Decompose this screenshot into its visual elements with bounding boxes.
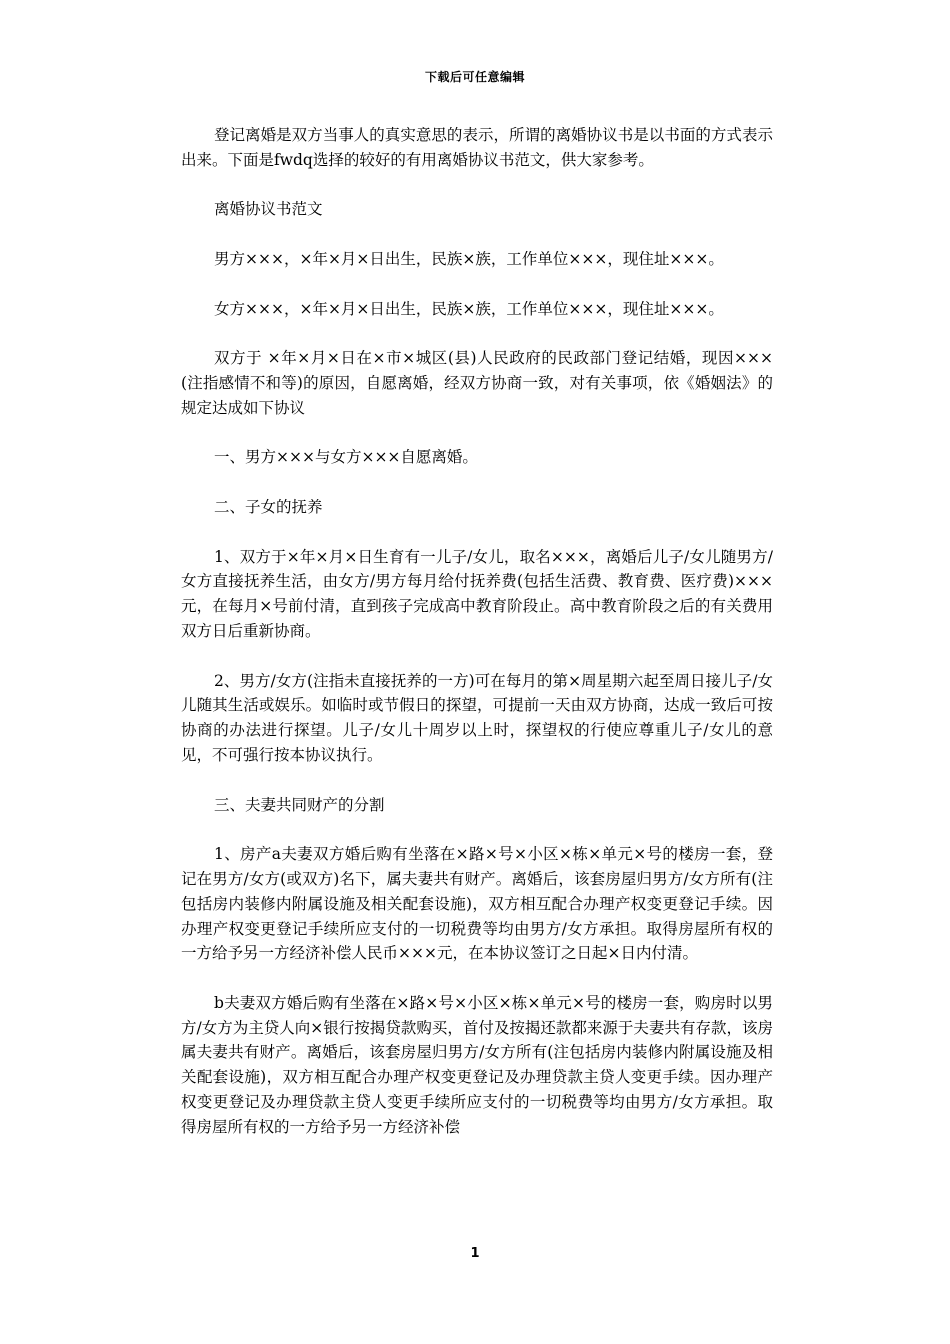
- female-party-paragraph: 女方×××，×年×月×日出生，民族×族，工作单位×××，现住址×××。: [214, 299, 724, 318]
- marriage-background-paragraph: 双方于 ×年×月×日在×市×城区(县)人民政府的民政部门登记结婚，现因×××(注指感情不和等)的原因，自愿离婚，经双方协商一致，对有关事项，依《婚姻法》的规定达成如下协议: [181, 349, 773, 417]
- clause-1-heading: 一、男方×××与女方×××自愿离婚。: [214, 448, 478, 467]
- visitation-paragraph: 2、男方/女方(注指未直接抚养的一方)可在每月的第×周星期六起至周日接儿子/女儿随其生活或娱乐。如临时或节假日的探望，可提前一天由双方协商，达成一致后可按协商的办法进行探望。儿子/女儿十周岁以上时，探望权的行使应尊重儿子/女儿的意见，不可强行按本协议执行。: [181, 671, 773, 764]
- child-custody-paragraph: 1、双方于×年×月×日生育有一儿子/女儿，取名×××，离婚后儿子/女儿随男方/女方直接抚养生活，由女方/男方每月给付抚养费(包括生活费、教育费、医疗费)×××元，在每月×号前付清，直到孩子完成高中教育阶段止。高中教育阶段之后的有关费用双方日后重新协商。: [181, 547, 773, 640]
- page-number: 1: [470, 1246, 480, 1261]
- male-party-paragraph: 男方×××，×年×月×日出生，民族×族，工作单位×××，现住址×××。: [214, 249, 724, 268]
- intro-paragraph: 登记离婚是双方当事人的真实意思的表示，所谓的离婚协议书是以书面的方式表示出来。下面是fwdq选择的较好的有用离婚协议书范文，供大家参考。: [181, 126, 773, 169]
- property-b-paragraph: b夫妻双方婚后购有坐落在×路×号×小区×栋×单元×号的楼房一套，购房时以男方/女方为主贷人向×银行按揭贷款购买，首付及按揭还款都来源于夫妻共有存款，该房属夫妻共有财产。离婚后，该套房屋归男方/女方所有(注包括房内装修内附属设施及相关配套设施)，双方相互配合办理产权变更登记及办理贷款主贷人变更手续。因办理产权变更登记及办理贷款主贷人变更手续所应支付的一切税费等均由男方/女方承担。取得房屋所有权的一方给予另一方经济补偿: [181, 993, 773, 1136]
- document-title: 离婚协议书范文: [214, 200, 323, 219]
- property-a-paragraph: 1、房产a夫妻双方婚后购有坐落在×路×号×小区×栋×单元×号的楼房一套，登记在男方/女方(或双方)名下，属夫妻共有财产。离婚后，该套房屋归男方/女方所有(注包括房内装修内附属设施及相关配套设施)，双方相互配合办理产权变更登记手续。因办理产权变更登记手续所应支付的一切税费等均由男方/女方承担。取得房屋所有权的一方给予另一方经济补偿人民币×××元，在本协议签订之日起×日内付清。: [181, 845, 773, 963]
- clause-2-heading: 二、子女的抚养: [214, 497, 323, 516]
- clause-3-heading: 三、夫妻共同财产的分割: [214, 795, 385, 814]
- document-body: [181, 123, 773, 1164]
- header-note: 下载后可任意编辑: [424, 70, 525, 84]
